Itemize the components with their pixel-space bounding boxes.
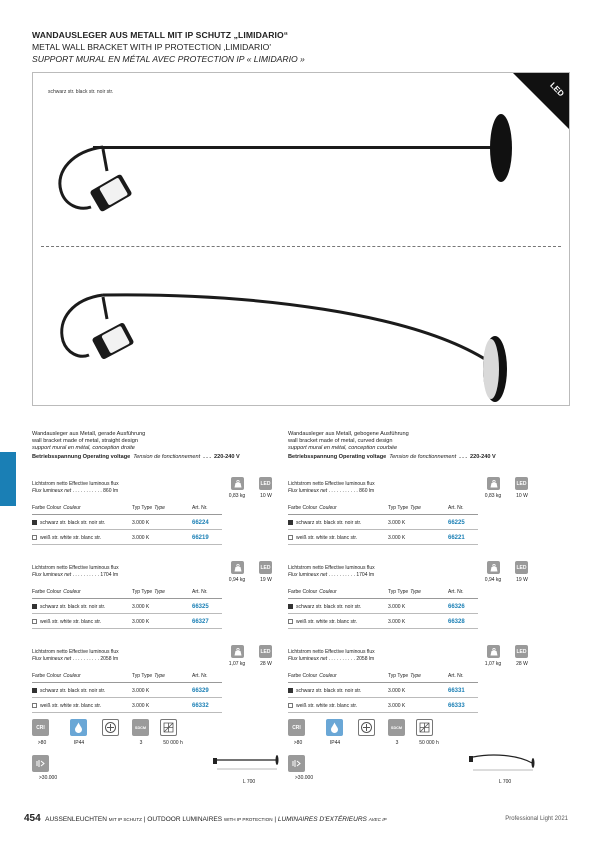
color-swatch <box>288 535 293 540</box>
flux-info <box>288 565 458 579</box>
table-row[interactable] <box>288 600 478 614</box>
color-swatch <box>288 703 293 708</box>
flux-value-line <box>32 572 202 579</box>
table-header <box>32 673 222 683</box>
color-swatch <box>288 604 293 609</box>
ip-value: IP44 <box>73 740 85 746</box>
column-title <box>32 431 287 452</box>
footer-outdoor-fr-sub: AVEC IP <box>368 817 387 822</box>
header-type <box>388 589 448 598</box>
header-art: Art. Nr. <box>448 673 464 679</box>
header-color <box>288 673 388 682</box>
color-name: schwarz str. black str. noir str. <box>40 687 106 694</box>
weight-value: 0,83 kg <box>228 493 246 499</box>
sdcm-value: 3 <box>139 740 143 746</box>
cell-type: 3.000 K <box>388 702 406 709</box>
cell-art: 66327 <box>192 618 209 625</box>
flux-label: Lichtstrom netto Effective luminous flux <box>288 481 375 487</box>
flux-value: 2058 lm <box>100 656 119 662</box>
ip-value: IP44 <box>329 740 341 746</box>
table-header <box>32 589 222 599</box>
footer-outdoor-en-sub: WITH IP PROTECTION <box>223 817 273 822</box>
cell-color <box>32 604 132 610</box>
length-value: L 700 <box>498 779 512 785</box>
header-color-fr: Couleur <box>319 673 337 679</box>
beam-value: >30.000 <box>38 775 58 781</box>
flux-label: Lichtstrom netto Effective luminous flux <box>32 649 119 655</box>
cell-color <box>288 619 388 625</box>
table-row[interactable] <box>32 684 222 698</box>
section-tab <box>0 452 16 506</box>
footer-outdoor-en: OUTDOOR LUMINAIRES <box>147 816 223 823</box>
length-value: L 700 <box>242 779 256 785</box>
cri-icon: CRI <box>32 719 49 736</box>
power-value: 10 W <box>516 493 528 499</box>
flux-label-fr: Flux lumineux net <box>32 656 72 662</box>
cell-art: 66221 <box>448 534 465 541</box>
title-fr: support mural en métal, conception droite <box>32 445 135 451</box>
footer-outdoor-de: AUSSENLEUCHTEN <box>45 816 107 823</box>
weight-value: 0,94 kg <box>228 577 246 583</box>
color-name: weiß str. white str. blanc str. <box>296 618 358 625</box>
cell-type: 3.000 K <box>388 687 406 694</box>
lifetime-icon <box>416 719 433 736</box>
color-swatch <box>288 619 293 624</box>
lamp-illustration <box>33 73 570 406</box>
flux-label: Lichtstrom netto Effective luminous flux <box>288 649 375 655</box>
led-icon: LED <box>259 561 272 574</box>
flux-info <box>32 649 202 663</box>
cell-color <box>32 703 132 709</box>
header-art: Art. Nr. <box>192 505 208 511</box>
cri-value: >80 <box>293 740 303 746</box>
cell-color <box>32 520 132 526</box>
flux-dots: . . . . . . . . . . . <box>72 488 102 494</box>
weight-icon <box>231 645 244 658</box>
header-color <box>32 589 132 598</box>
header-color-label: Farbe Colour <box>288 505 318 511</box>
voltage-dots: . . . <box>459 454 467 460</box>
color-name: schwarz str. black str. noir str. <box>296 687 362 694</box>
flux-label: Lichtstrom netto Effective luminous flux <box>288 565 375 571</box>
cell-color <box>288 520 388 526</box>
flux-value-line <box>288 572 458 579</box>
flux-value: 2058 lm <box>356 656 375 662</box>
power-value: 28 W <box>260 661 272 667</box>
table-row[interactable] <box>288 516 478 530</box>
weight-icon <box>487 477 500 490</box>
power-value: 10 W <box>260 493 272 499</box>
protection-class-icon <box>358 719 375 736</box>
page-number: 454 <box>24 813 41 824</box>
color-name: weiß str. white str. blanc str. <box>40 534 102 541</box>
flux-label-fr: Flux lumineux net <box>288 572 328 578</box>
weight-icon <box>487 561 500 574</box>
cell-art: 66224 <box>192 519 209 526</box>
table-row[interactable] <box>288 615 478 629</box>
header-type-fr: Type <box>410 673 421 679</box>
cell-type: 3.000 K <box>132 534 150 541</box>
footer-outdoor-fr: LUMINAIRES D'EXTÉRIEURS <box>277 816 367 823</box>
header-type <box>132 505 192 514</box>
color-name: schwarz str. black str. noir str. <box>296 519 362 526</box>
color-name: weiß str. white str. blanc str. <box>296 702 358 709</box>
cell-color <box>288 535 388 541</box>
cell-type: 3.000 K <box>132 702 150 709</box>
power-value: 28 W <box>516 661 528 667</box>
color-name: schwarz str. black str. noir str. <box>296 603 362 610</box>
title-fr: SUPPORT MURAL EN MÉTAL AVEC PROTECTION IP « LIMIDARIO » <box>32 54 305 64</box>
led-icon: LED <box>259 645 272 658</box>
table-row[interactable] <box>32 615 222 629</box>
flux-dots: . . . . . . . . . . . <box>328 488 358 494</box>
cell-color <box>288 688 388 694</box>
header-type <box>388 673 448 682</box>
weight-icon <box>231 561 244 574</box>
length-diagram <box>212 751 282 773</box>
flux-info <box>32 565 202 579</box>
header-color <box>32 505 132 514</box>
ip-drop-icon <box>326 719 343 736</box>
flux-value: 860 lm <box>103 488 119 494</box>
length-diagram <box>468 751 538 773</box>
cell-type: 3.000 K <box>388 603 406 610</box>
flux-value: 1704 lm <box>356 572 375 578</box>
protection-class-icon <box>102 719 119 736</box>
title-en: wall bracket made of metal, straight design <box>32 438 139 444</box>
curved-bracket-lamp <box>62 295 507 402</box>
header-type-fr: Type <box>410 589 421 595</box>
header-color-label: Farbe Colour <box>32 673 62 679</box>
table-header <box>288 589 478 599</box>
weight-value: 1,07 kg <box>484 661 502 667</box>
cell-type: 3.000 K <box>388 519 406 526</box>
cri-icon: CRI <box>288 719 305 736</box>
flux-label-fr: Flux lumineux net <box>288 488 328 494</box>
table-row[interactable] <box>32 531 222 545</box>
table-row[interactable] <box>288 531 478 545</box>
header-color <box>288 505 388 514</box>
color-swatch <box>32 604 37 609</box>
footer: 454 AUSSENLEUCHTEN MIT IP SCHUTZ | OUTDOOR LUMINAIRES WITH IP PROTECTION | LUMINAIRES D'EXTÉRIEURS AVEC IP <box>24 813 387 824</box>
photo-label: schwarz str. black str. noir str. <box>48 89 114 95</box>
weight-value: 1,07 kg <box>228 661 246 667</box>
weight-value: 0,94 kg <box>484 577 502 583</box>
cell-color <box>288 703 388 709</box>
cri-value: >80 <box>37 740 47 746</box>
header-color <box>32 673 132 682</box>
weight-icon <box>231 477 244 490</box>
flux-label-fr: Flux lumineux net <box>288 656 328 662</box>
header-type <box>388 505 448 514</box>
led-icon: LED <box>515 561 528 574</box>
lifetime-icon <box>160 719 177 736</box>
color-swatch <box>288 520 293 525</box>
voltage-dots: . . . <box>203 454 211 460</box>
header-color-label: Farbe Colour <box>32 505 62 511</box>
color-swatch <box>32 703 37 708</box>
header-type-label: Typ Type <box>388 505 409 511</box>
header-type-fr: Type <box>410 505 421 511</box>
voltage-line <box>288 454 543 460</box>
voltage-value: 220-240 V <box>469 454 496 460</box>
cell-type: 3.000 K <box>132 603 150 610</box>
title-de: Wandausleger aus Metall, gerade Ausführung <box>32 431 146 437</box>
flux-dots: . . . . . . . . . . <box>72 572 99 578</box>
voltage-label: Betriebsspannung Operating voltage <box>288 454 387 460</box>
flux-dots: . . . . . . . . . . <box>72 656 99 662</box>
table-header <box>32 505 222 515</box>
cell-type: 3.000 K <box>132 687 150 694</box>
cell-art: 66326 <box>448 603 465 610</box>
cell-art: 66332 <box>192 702 209 709</box>
color-name: weiß str. white str. blanc str. <box>40 702 102 709</box>
cell-type: 3.000 K <box>388 534 406 541</box>
flux-label-fr: Flux lumineux net <box>32 488 72 494</box>
weight-value: 0,83 kg <box>484 493 502 499</box>
color-name: weiß str. white str. blanc str. <box>296 534 358 541</box>
straight-bracket-lamp <box>60 114 512 212</box>
cell-type: 3.000 K <box>132 618 150 625</box>
header-color-fr: Couleur <box>63 589 81 595</box>
power-value: 19 W <box>516 577 528 583</box>
cell-color <box>32 535 132 541</box>
beam-value: >30.000 <box>294 775 314 781</box>
flux-value-line <box>32 488 202 495</box>
voltage-label-fr: Tension de fonctionnement <box>389 454 457 460</box>
color-swatch <box>32 535 37 540</box>
header-art: Art. Nr. <box>448 589 464 595</box>
color-name: weiß str. white str. blanc str. <box>40 618 102 625</box>
voltage-label-fr: Tension de fonctionnement <box>133 454 201 460</box>
table-row[interactable] <box>288 699 478 713</box>
table-row[interactable] <box>32 600 222 614</box>
header-type-label: Typ Type <box>132 673 153 679</box>
header-art: Art. Nr. <box>192 589 208 595</box>
header-type <box>132 673 192 682</box>
flux-label: Lichtstrom netto Effective luminous flux <box>32 565 119 571</box>
hours-value: 50 000 h <box>163 740 183 746</box>
header-color-fr: Couleur <box>63 505 81 511</box>
header-color-label: Farbe Colour <box>32 589 62 595</box>
header-type-label: Typ Type <box>132 505 153 511</box>
header-color <box>288 589 388 598</box>
table-header <box>288 673 478 683</box>
beam-icon <box>288 755 305 772</box>
led-badge-text: LED <box>548 80 566 99</box>
weight-icon <box>487 645 500 658</box>
sdcm-value: 3 <box>395 740 399 746</box>
flux-value-line <box>288 656 458 663</box>
color-swatch <box>32 520 37 525</box>
voltage-value: 220-240 V <box>213 454 240 460</box>
beam-icon <box>32 755 49 772</box>
header-art: Art. Nr. <box>448 505 464 511</box>
title-en: METAL WALL BRACKET WITH IP PROTECTION ‚LIMIDARIO' <box>32 42 271 52</box>
cell-type: 3.000 K <box>388 618 406 625</box>
cell-art: 66219 <box>192 534 209 541</box>
flux-value-line <box>288 488 458 495</box>
led-icon: LED <box>515 645 528 658</box>
header-type-fr: Type <box>154 589 165 595</box>
hours-value: 50 000 h <box>419 740 439 746</box>
header-art: Art. Nr. <box>192 673 208 679</box>
flux-label-fr: Flux lumineux net <box>32 572 72 578</box>
cell-color <box>288 604 388 610</box>
ip-drop-icon <box>70 719 87 736</box>
color-swatch <box>288 688 293 693</box>
header-type-label: Typ Type <box>388 589 409 595</box>
table-row[interactable] <box>32 699 222 713</box>
cell-color <box>32 619 132 625</box>
table-row[interactable] <box>288 684 478 698</box>
cell-art: 66325 <box>192 603 209 610</box>
footer-brand: Professional Light 2021 <box>505 816 568 822</box>
header-color-label: Farbe Colour <box>288 673 318 679</box>
header-type-label: Typ Type <box>132 589 153 595</box>
cell-type: 3.000 K <box>132 519 150 526</box>
cell-color <box>32 688 132 694</box>
header-type-label: Typ Type <box>388 673 409 679</box>
header-type-fr: Type <box>154 505 165 511</box>
header-color-fr: Couleur <box>319 589 337 595</box>
flux-value: 1704 lm <box>100 572 119 578</box>
color-name: schwarz str. black str. noir str. <box>40 603 106 610</box>
cell-art: 66331 <box>448 687 465 694</box>
led-icon: LED <box>515 477 528 490</box>
led-icon: LED <box>259 477 272 490</box>
color-name: schwarz str. black str. noir str. <box>40 519 106 526</box>
title-en: wall bracket made of metal, curved design <box>288 438 393 444</box>
table-row[interactable] <box>32 516 222 530</box>
product-photo <box>32 72 570 406</box>
header-color-fr: Couleur <box>319 505 337 511</box>
sdcm-icon: SDCM <box>388 719 405 736</box>
table-header <box>288 505 478 515</box>
column-title <box>288 431 543 452</box>
header-color-fr: Couleur <box>63 673 81 679</box>
voltage-label: Betriebsspannung Operating voltage <box>32 454 131 460</box>
flux-value-line <box>32 656 202 663</box>
color-swatch <box>32 688 37 693</box>
flux-dots: . . . . . . . . . . <box>328 572 355 578</box>
header-type <box>132 589 192 598</box>
cell-art: 66329 <box>192 687 209 694</box>
header-type-fr: Type <box>154 673 165 679</box>
cell-art: 66225 <box>448 519 465 526</box>
title-fr: support mural en métal, conception courbée <box>288 445 398 451</box>
title-de: Wandausleger aus Metall, gebogene Ausführung <box>288 431 409 437</box>
cell-art: 66333 <box>448 702 465 709</box>
voltage-line <box>32 454 287 460</box>
flux-info <box>288 649 458 663</box>
color-swatch <box>32 619 37 624</box>
title-de: WANDAUSLEGER AUS METALL MIT IP SCHUTZ „LIMIDARIO“ <box>32 30 289 40</box>
flux-dots: . . . . . . . . . . <box>328 656 355 662</box>
flux-value: 860 lm <box>359 488 375 494</box>
header-color-label: Farbe Colour <box>288 589 318 595</box>
footer-outdoor-de-sub: MIT IP SCHUTZ <box>108 817 142 822</box>
flux-label: Lichtstrom netto Effective luminous flux <box>32 481 119 487</box>
sdcm-icon: SDCM <box>132 719 149 736</box>
power-value: 19 W <box>260 577 272 583</box>
flux-info <box>32 481 202 495</box>
cell-art: 66328 <box>448 618 465 625</box>
flux-info <box>288 481 458 495</box>
divider-dashed <box>41 246 561 247</box>
